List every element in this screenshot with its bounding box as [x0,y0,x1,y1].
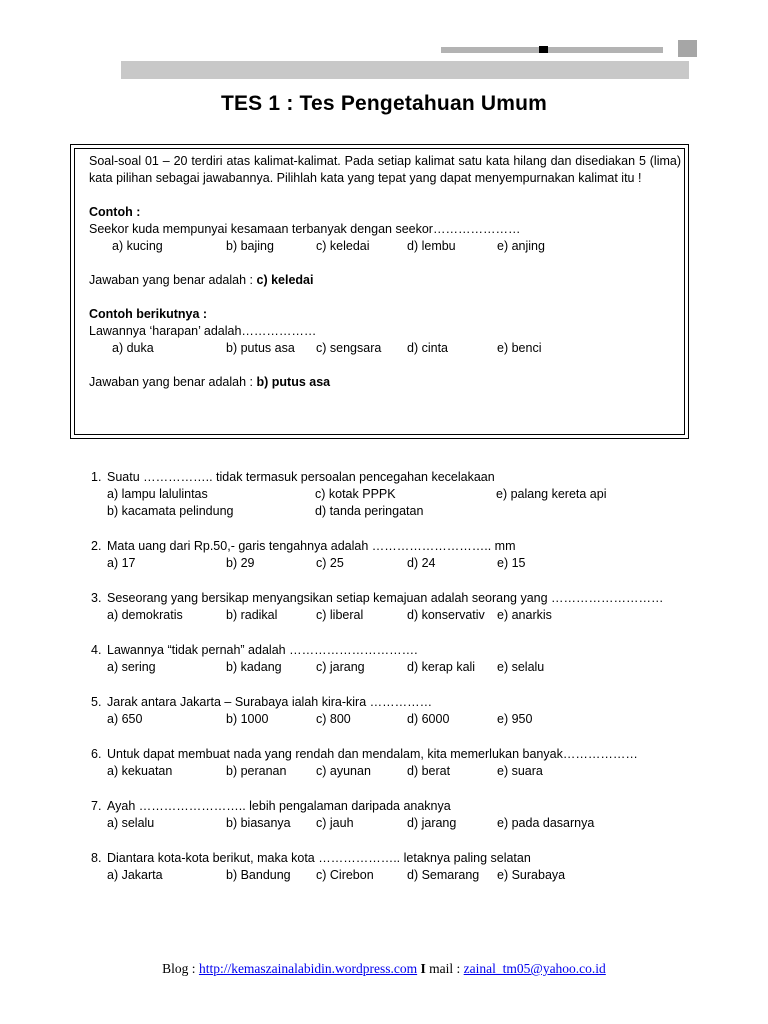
example-heading: Contoh : [89,205,141,219]
header-square [678,40,697,57]
example2-option-b: b) putus asa [226,341,295,355]
question-options [91,711,691,728]
option-b: b) peranan [226,764,287,778]
question-item [91,642,691,676]
question-options [91,607,691,624]
header-bar-marker [539,46,548,53]
question-text: Untuk dapat membuat nada yang rendah dan mendalam, kita memerlukan banyak……………… [107,747,638,761]
question-text: Ayah …………………….. lebih pengalaman daripada anaknya [107,799,451,813]
question-number: 6. [91,747,102,761]
option-a: a) demokratis [107,608,183,622]
option-c: c) kotak PPPK [315,487,396,501]
option-e: e) 15 [497,556,526,570]
option-c: c) 25 [316,556,344,570]
question-text: Lawannya “tidak pernah” adalah …………………………. [107,643,418,657]
example2-question: Lawannya ‘harapan’ adalah……………… [89,324,317,338]
example-option-b: b) bajing [226,239,274,253]
example-answer-prefix: Jawaban yang benar adalah : [89,273,257,287]
question-options [91,503,691,520]
question-item [91,746,691,780]
option-e: e) 950 [497,712,533,726]
example-answer-value: c) keledai [256,273,314,287]
example2-answer [89,374,681,391]
option-a: a) Jakarta [107,868,163,882]
option-e: e) palang kereta api [496,487,607,501]
question-options [91,815,691,832]
question-options [91,659,691,676]
example-options [89,238,681,255]
question-options [91,486,691,503]
option-d: d) konservativ [407,608,485,622]
example2-option-a: a) duka [112,341,154,355]
question-item [91,469,691,520]
option-d: d) 24 [407,556,436,570]
option-d: d) Semarang [407,868,480,882]
question-number: 1. [91,470,102,484]
example-option-c: c) keledai [316,239,370,253]
option-e: e) suara [497,764,543,778]
option-a: a) 17 [107,556,136,570]
page-title: TES 1 : Tes Pengetahuan Umum [220,92,548,115]
blog-link[interactable]: http://kemaszainalabidin.wordpress.com [198,961,418,976]
question-item [91,590,691,624]
option-a: a) kekuatan [107,764,173,778]
option-c: c) Cirebon [316,868,374,882]
page-footer [0,961,768,977]
question-text: Suatu …………….. tidak termasuk persoalan pencegahan kecelakaan [107,470,495,484]
option-e: e) Surabaya [497,868,566,882]
question-list [91,469,691,902]
question-item [91,694,691,728]
option-a: a) lampu lalulintas [107,487,208,501]
option-e: e) pada dasarnya [497,816,595,830]
example-question: Seekor kuda mempunyai kesamaan terbanyak dengan seekor………………… [89,222,521,236]
example2-answer-value: b) putus asa [256,375,331,389]
example2-answer-prefix: Jawaban yang benar adalah : [89,375,257,389]
question-options [91,763,691,780]
option-b: b) Bandung [226,868,291,882]
question-item [91,850,691,884]
question-number: 4. [91,643,102,657]
question-item [91,538,691,572]
example-answer [89,272,681,289]
example-option-e: e) anjing [497,239,545,253]
example-option-d: d) lembu [407,239,456,253]
option-d: d) tanda peringatan [315,504,424,518]
option-d: d) berat [407,764,451,778]
option-b: b) kadang [226,660,282,674]
question-options [91,867,691,884]
example2-option-c: c) sengsara [316,341,382,355]
option-c: c) jauh [316,816,354,830]
example-option-a: a) kucing [112,239,163,253]
option-d: d) 6000 [407,712,450,726]
option-d: d) kerap kali [407,660,476,674]
option-c: c) jarang [316,660,365,674]
instruction-intro: Soal-soal 01 – 20 terdiri atas kalimat-kalimat. Pada setiap kalimat satu kata hilang dan disediakan 5 (lima) kata pilihan sebagai jawabannya. Pilihlah kata yang tepat yang dapat menyempurnakan kalimat itu ! [89,154,681,185]
question-item [91,798,691,832]
option-b: b) radikal [226,608,278,622]
option-e: e) anarkis [497,608,552,622]
option-a: a) sering [107,660,156,674]
question-options [91,555,691,572]
footer-mail-label: mail : [425,961,464,976]
question-text: Diantara kota-kota berikut, maka kota ……………….. letaknya paling selatan [107,851,531,865]
option-c: c) ayunan [316,764,371,778]
footer-separator: I [420,961,426,976]
option-e: e) selalu [497,660,545,674]
example2-option-e: e) benci [497,341,542,355]
question-text: Jarak antara Jakarta – Surabaya ialah kira-kira …………… [107,695,433,709]
option-b: b) 1000 [226,712,269,726]
instruction-content [89,153,681,391]
question-number: 3. [91,591,102,605]
question-number: 2. [91,539,102,553]
header-bar-thin [441,47,663,53]
example2-heading: Contoh berikutnya : [89,307,208,321]
option-b: b) 29 [226,556,255,570]
footer-blog-label: Blog : [162,961,199,976]
mail-link[interactable]: zainal_tm05@yahoo.co.id [463,961,606,976]
question-number: 7. [91,799,102,813]
header-bar-wide [121,61,689,79]
option-a: a) selalu [107,816,155,830]
option-b: b) kacamata pelindung [107,504,234,518]
example2-option-d: d) cinta [407,341,448,355]
example2-options [89,340,681,357]
option-c: c) liberal [316,608,364,622]
question-text: Seseorang yang bersikap menyangsikan setiap kemajuan adalah seorang yang ……………………… [107,591,664,605]
option-a: a) 650 [107,712,143,726]
question-number: 8. [91,851,102,865]
question-text: Mata uang dari Rp.50,- garis tengahnya adalah ……………………….. mm [107,539,516,553]
option-c: c) 800 [316,712,351,726]
option-b: b) biasanya [226,816,291,830]
question-number: 5. [91,695,102,709]
option-d: d) jarang [407,816,457,830]
